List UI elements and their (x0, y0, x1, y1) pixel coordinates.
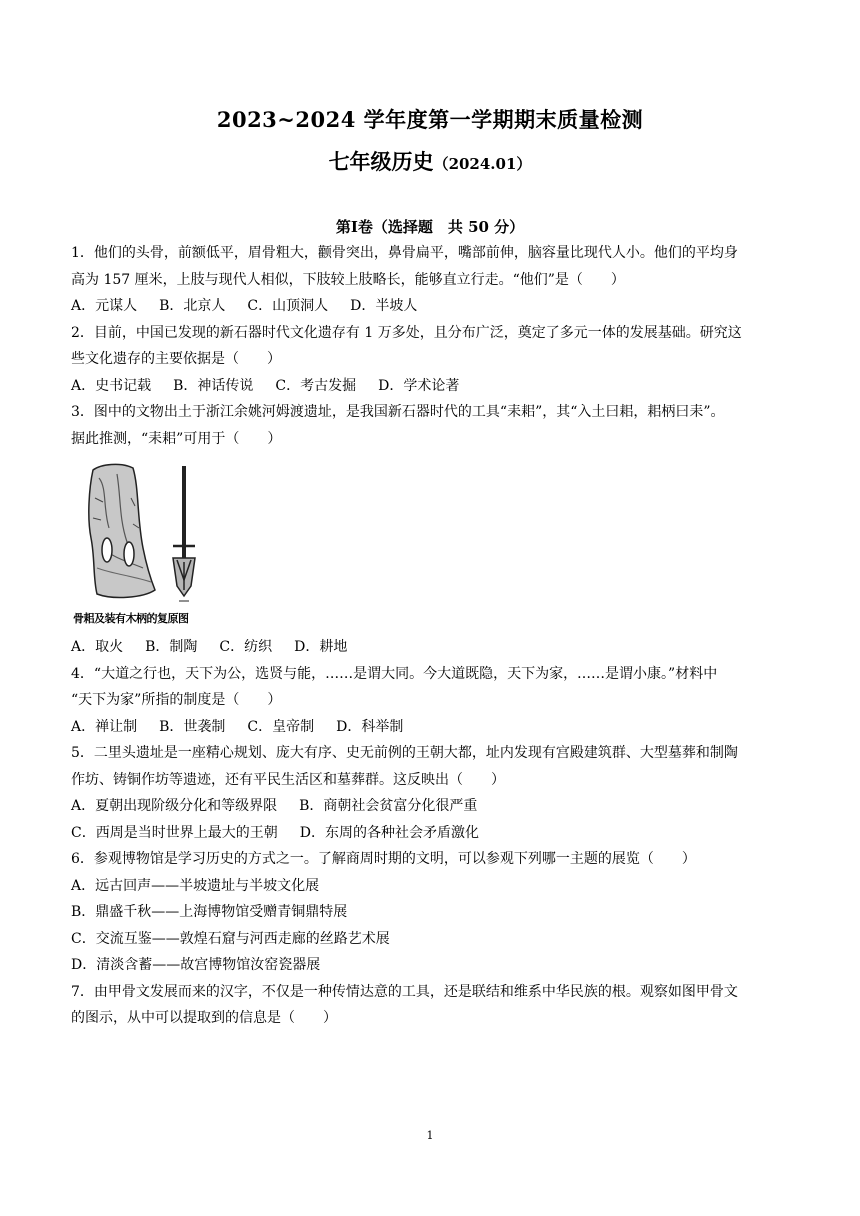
question-2 (71, 320, 791, 400)
question-1 (71, 240, 791, 320)
option-a: A．元谋人 (71, 298, 138, 314)
question-options (71, 634, 791, 661)
option-b: B．制陶 (145, 639, 198, 655)
option-d: D．科举制 (336, 718, 404, 735)
page-number: 1 (426, 1129, 434, 1142)
question-3 (71, 399, 791, 661)
question-stem-line: “天下为家”所指的制度是（ ） (71, 692, 282, 708)
question-stem-line: 2．目前，中国已发现的新石器时代文化遗存有 1 万多处，且分布广泛，奠定了多元一体的发展基础。研究这 (71, 324, 742, 341)
question-stem-line: 作坊、铸铜作坊等遗迹，还有平民生活区和墓葬群。这反映出（ ） (71, 771, 505, 788)
option-b: B．神话传说 (173, 377, 254, 394)
subject-name: 七年级历史 (328, 149, 434, 174)
exam-subtitle (0, 146, 860, 176)
option-b: B．商朝社会贫富分化很严重 (299, 798, 478, 814)
option-c: C．皇帝制 (247, 718, 315, 735)
question-stem-line: 3．图中的文物出土于浙江余姚河姆渡遗址，是我国新石器时代的工具“耒耜”，其“入土曰耜，耜柄曰耒”。 (71, 404, 725, 420)
question-stem-line: 7．由甲骨文发展而来的汉字，不仅是一种传情达意的工具，还是联结和维系中华民族的根。观察如图甲骨文 (71, 983, 738, 1000)
question-stem-line: 些文化遗存的主要依据是（ ） (71, 351, 281, 367)
option-c: C．交流互鉴——敦煌石窟与河西走廊的丝路艺术展 (71, 930, 390, 947)
question-6 (71, 846, 791, 979)
option-b: B．北京人 (159, 298, 226, 314)
question-4 (71, 661, 791, 741)
question-7 (71, 979, 791, 1032)
option-a: A．夏朝出现阶级分化和等级界限 (71, 798, 278, 814)
option-d: D．学术论著 (378, 377, 460, 394)
option-b: B．世袭制 (159, 718, 226, 735)
option-c: C．西周是当时世界上最大的王朝 (71, 824, 278, 841)
option-d: D．耕地 (294, 639, 348, 655)
bone-spade-figure (73, 458, 213, 628)
question-stem-line: 的图示，从中可以提取到的信息是（ ） (71, 1010, 337, 1026)
question-stem-line: 4．“大道之行也，天下为公，选贤与能，……是谓大同。今大道既隐，天下为家，……是谓小康。”材料中 (71, 665, 718, 682)
question-options-row (71, 793, 791, 820)
question-5 (71, 740, 791, 846)
option-c: C．纺织 (219, 639, 273, 655)
question-options (71, 373, 791, 400)
question-stem-line: 6．参观博物馆是学习历史的方式之一。了解商周时期的文明，可以参观下列哪一主题的展览（ ） (71, 851, 696, 867)
option-a: A．禅让制 (71, 718, 138, 735)
exam-title: 2023~2024 学年度第一学期期末质量检测 (216, 107, 644, 132)
question-stem-line: 5．二里头遗址是一座精心规划、庞大有序、史无前例的王朝大都，址内发现有宫殿建筑群、大型墓葬和制陶 (71, 745, 738, 761)
questions-list (71, 240, 791, 1032)
option-b: B．鼎盛千秋——上海博物馆受赠青铜鼎特展 (71, 904, 348, 920)
question-stem-line: 高为 157 厘米，上肢与现代人相似，下肢较上肢略长，能够直立行走。“他们”是（ ） (71, 271, 625, 288)
option-c: C．考古发掘 (275, 377, 357, 394)
exam-date: （2024.01） (433, 155, 532, 173)
option-a: A．取火 (71, 639, 124, 655)
bone-spade-illustration (73, 458, 213, 606)
question-stem-line: 据此推测，“耒耜”可用于（ ） (71, 430, 282, 447)
option-d: D．清淡含蓄——故宫博物馆汝窑瓷器展 (71, 957, 321, 973)
option-a: A．远古回声——半坡遗址与半坡文化展 (71, 877, 320, 894)
option-c: C．山顶洞人 (247, 298, 329, 314)
question-options-row (71, 820, 791, 847)
section-title: 第Ⅰ卷（选择题 共 50 分） (335, 218, 525, 236)
option-d: D．东周的各种社会矛盾激化 (299, 824, 479, 841)
question-stem-line: 1．他们的头骨，前额低平，眉骨粗大，颧骨突出，鼻骨扁平，嘴部前伸，脑容量比现代人小。他们的平均身 (71, 245, 738, 261)
figure-caption: 骨耜及装有木柄的复原图 (73, 612, 189, 625)
question-options (71, 293, 791, 320)
option-d: D．半坡人 (350, 298, 418, 314)
option-a: A．史书记载 (71, 377, 152, 394)
question-options (71, 714, 791, 741)
